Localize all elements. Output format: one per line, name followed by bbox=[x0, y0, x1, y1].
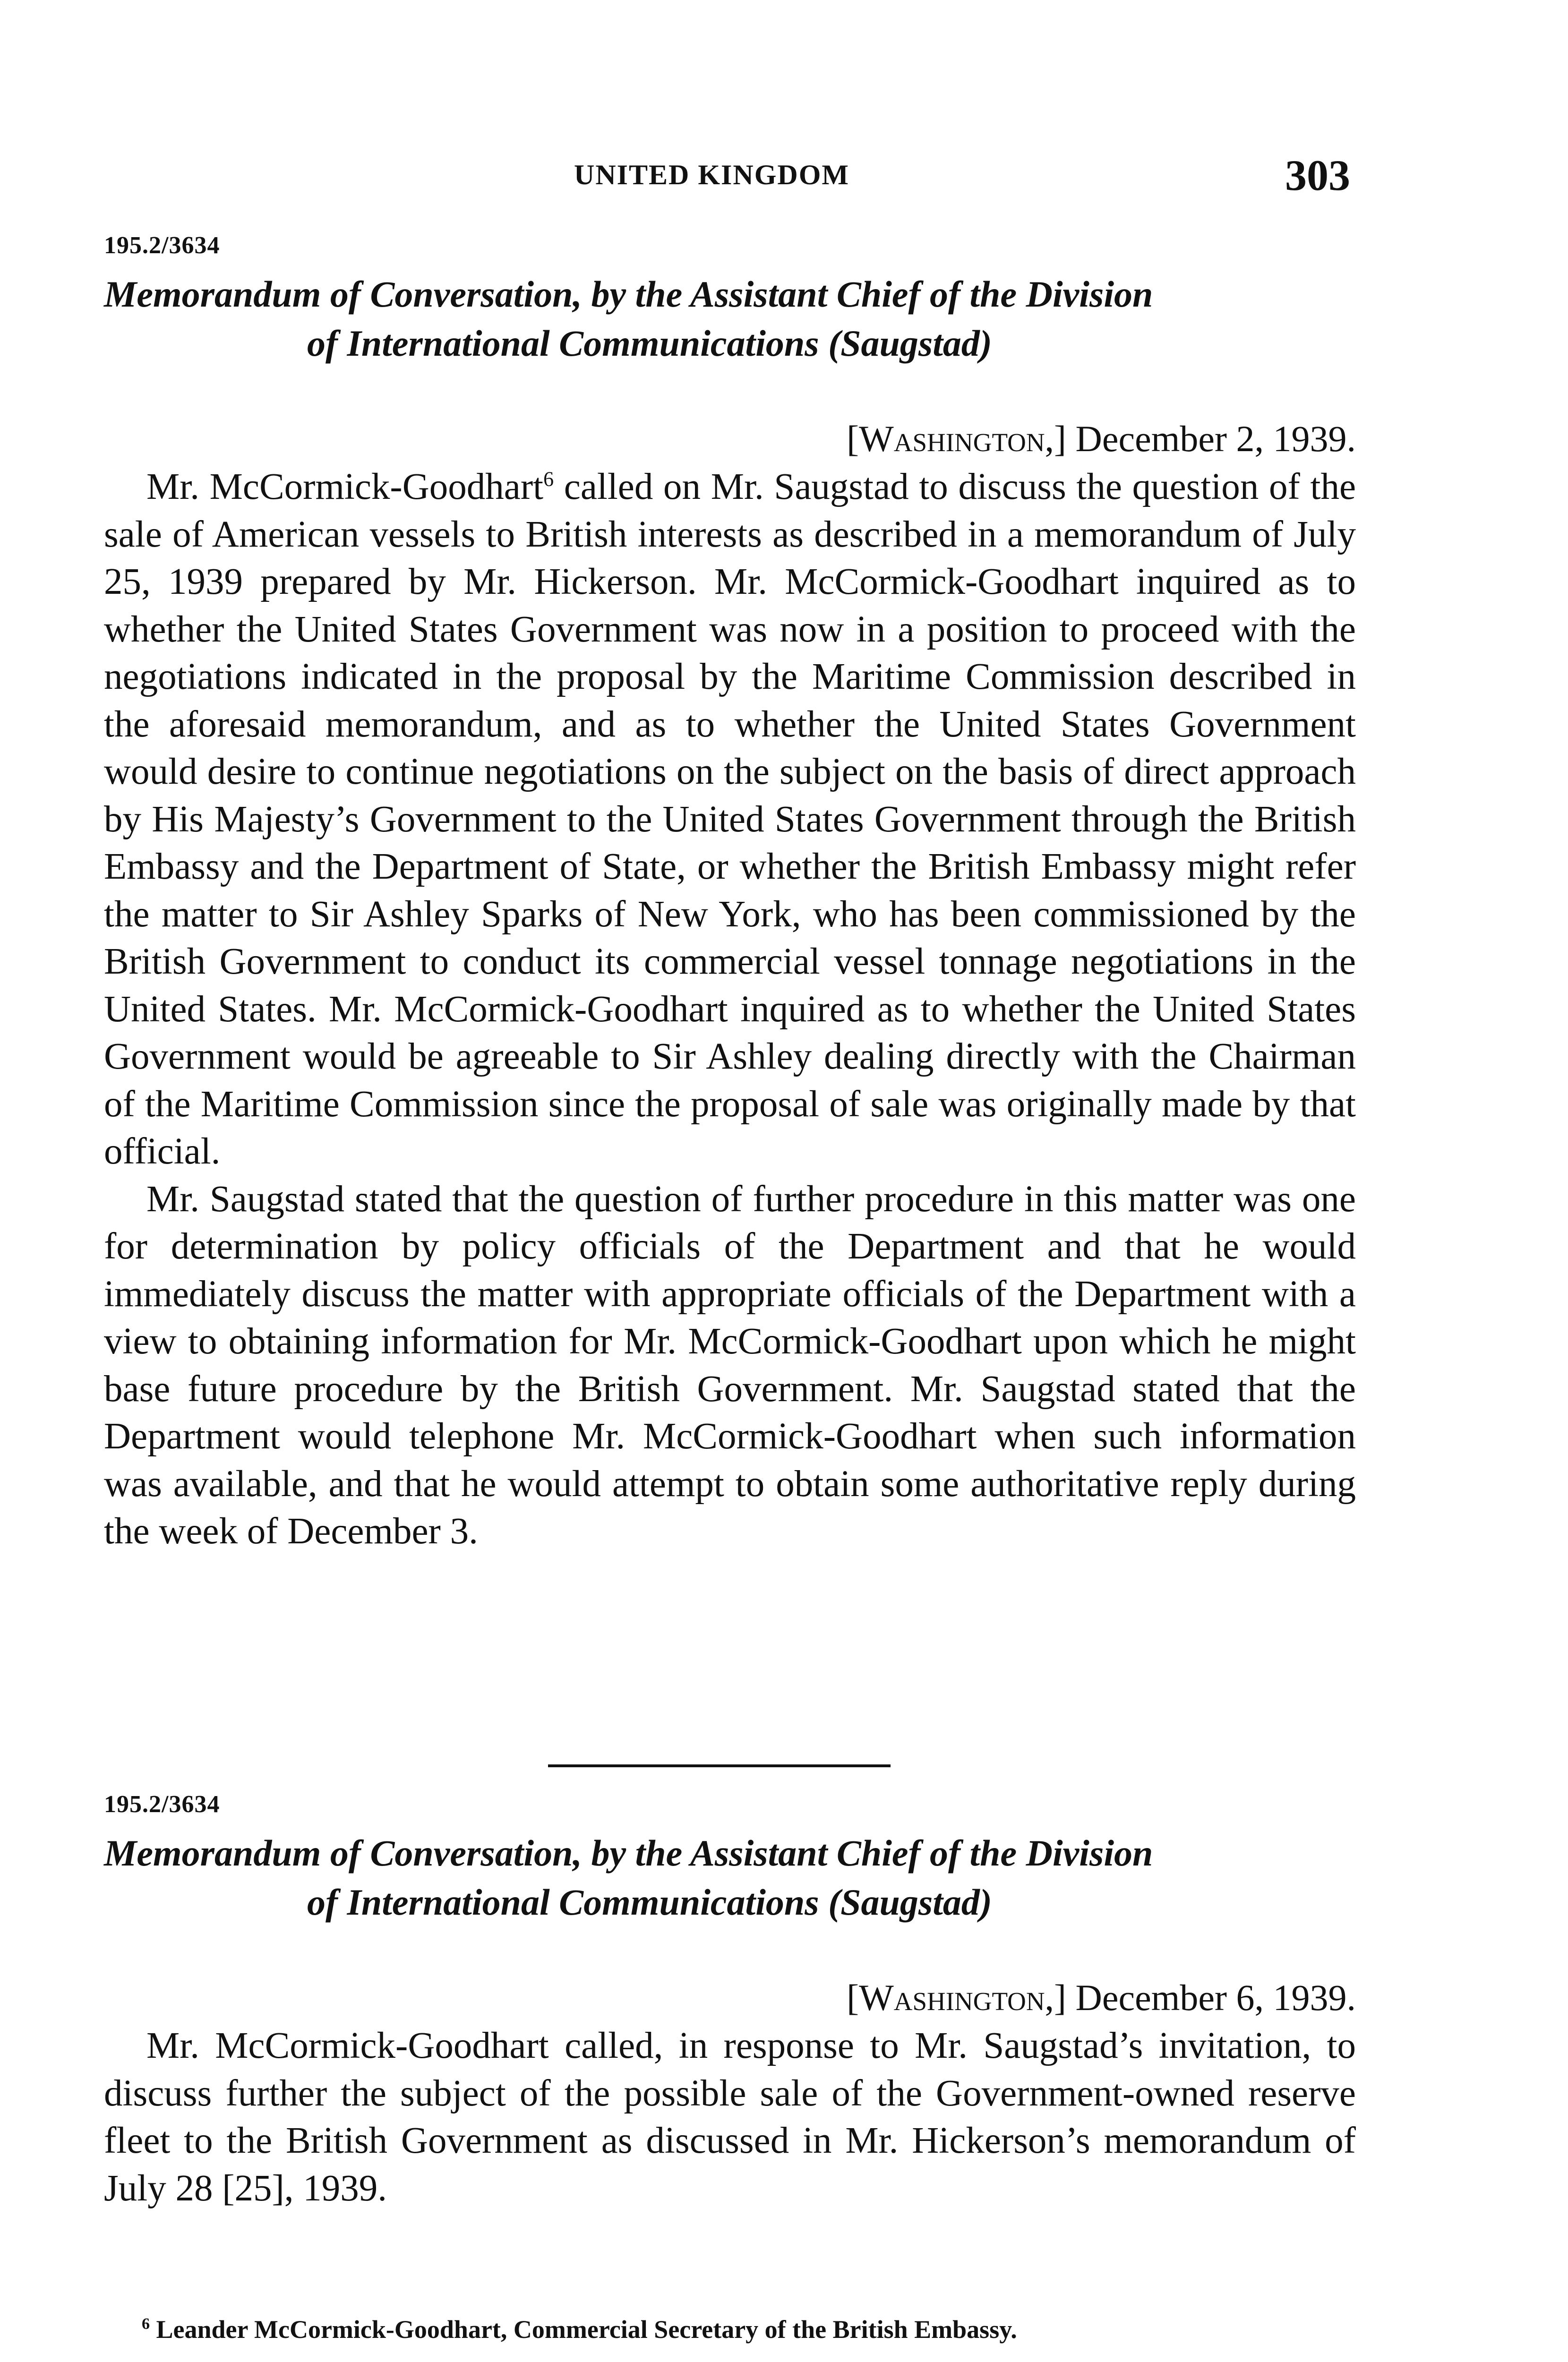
memorandum-2 bbox=[104, 1790, 1356, 2212]
footnote bbox=[142, 2315, 1370, 2344]
memorandum-body bbox=[104, 2022, 1356, 2212]
paragraph: Mr. McCormick-Goodhart called, in response to Mr. Saugstad’s invitation, to discuss further the subject of the possible sale of the Government-owned reserve fleet to the British Government as discussed in Mr. Hickerson’s memorandum of July 28 [25], 1939. bbox=[104, 2025, 1356, 2209]
memorandum-body bbox=[104, 463, 1356, 1556]
running-title: UNITED KINGDOM bbox=[574, 159, 850, 190]
section-divider bbox=[548, 1764, 891, 1767]
paragraph-text: called on Mr. Saugstad to discuss the question of the sale of American vessels to British interests as described in a memorandum of July 25, 1939 prepared by Mr. Hickerson. Mr. McCormick-Goodhart inquired as to whether the United States Government was now in a position to proceed with the negotiations indicated in the proposal by the Maritime Commission described in the aforesaid memorandum, and as to whether the United States Government would desire to continue negotiations on the subject on the basis of direct approach by His Majesty’s Government to the United States Government through the British Embassy and the Department of State, or whether the British Embassy might refer the matter to Sir Ashley Sparks of New York, who has been commissioned by the British Government to conduct its commercial vessel tonnage negotiations in the United States. Mr. McCormick-Goodhart inquired as to whether the United States Government would be agreeable to Sir Ashley dealing directly with the Chairman of the Maritime Commission since the proposal of sale was originally made by that official. bbox=[104, 466, 1356, 1172]
running-head bbox=[0, 150, 1568, 199]
memorandum-title-line-2: of International Communications (Saugstad) bbox=[307, 323, 992, 364]
memorandum-title-line-1: Memorandum of Conversation, by the Assistant Chief of the Division bbox=[104, 274, 1153, 315]
memorandum-1 bbox=[104, 231, 1356, 1556]
dateline bbox=[104, 1973, 1356, 2022]
file-number: 195.2/3634 bbox=[104, 1791, 220, 1818]
memorandum-title-line-1: Memorandum of Conversation, by the Assistant Chief of the Division bbox=[104, 1832, 1153, 1874]
paragraph bbox=[104, 463, 1356, 1176]
file-number: 195.2/3634 bbox=[104, 232, 220, 259]
memorandum-title bbox=[104, 1829, 1356, 1927]
page-number: 303 bbox=[1285, 151, 1350, 199]
dateline bbox=[104, 414, 1356, 463]
dateline-place: [Washington,] bbox=[847, 1977, 1067, 2018]
dateline-date: December 6, 1939. bbox=[1075, 1977, 1356, 2018]
footnote-text: Leander McCormick-Goodhart, Commercial Secretary of the British Embassy. bbox=[156, 2315, 1017, 2344]
memorandum-title-line-2: of International Communications (Saugstad) bbox=[307, 1882, 992, 1923]
dateline-place: [Washington,] bbox=[847, 418, 1067, 459]
paragraph-text: Mr. McCormick-Goodhart bbox=[146, 466, 544, 507]
dateline-date: December 2, 1939. bbox=[1075, 418, 1356, 459]
paragraph: Mr. Saugstad stated that the question of further procedure in this matter was one for determination by policy officials of the Department and that he would immediately discuss the matter with appropriate officials of the Department with a view to obtaining information for Mr. McCormick-Goodhart upon which he might base future procedure by the British Government. Mr. Saugstad stated that the Department would telephone Mr. McCormick-Goodhart when such information was available, and that he would attempt to obtain some authoritative reply during the week of December 3. bbox=[104, 1178, 1356, 1552]
footnote-reference: 6 bbox=[543, 467, 554, 491]
memorandum-title bbox=[104, 270, 1356, 368]
footnote-mark: 6 bbox=[142, 2315, 150, 2333]
